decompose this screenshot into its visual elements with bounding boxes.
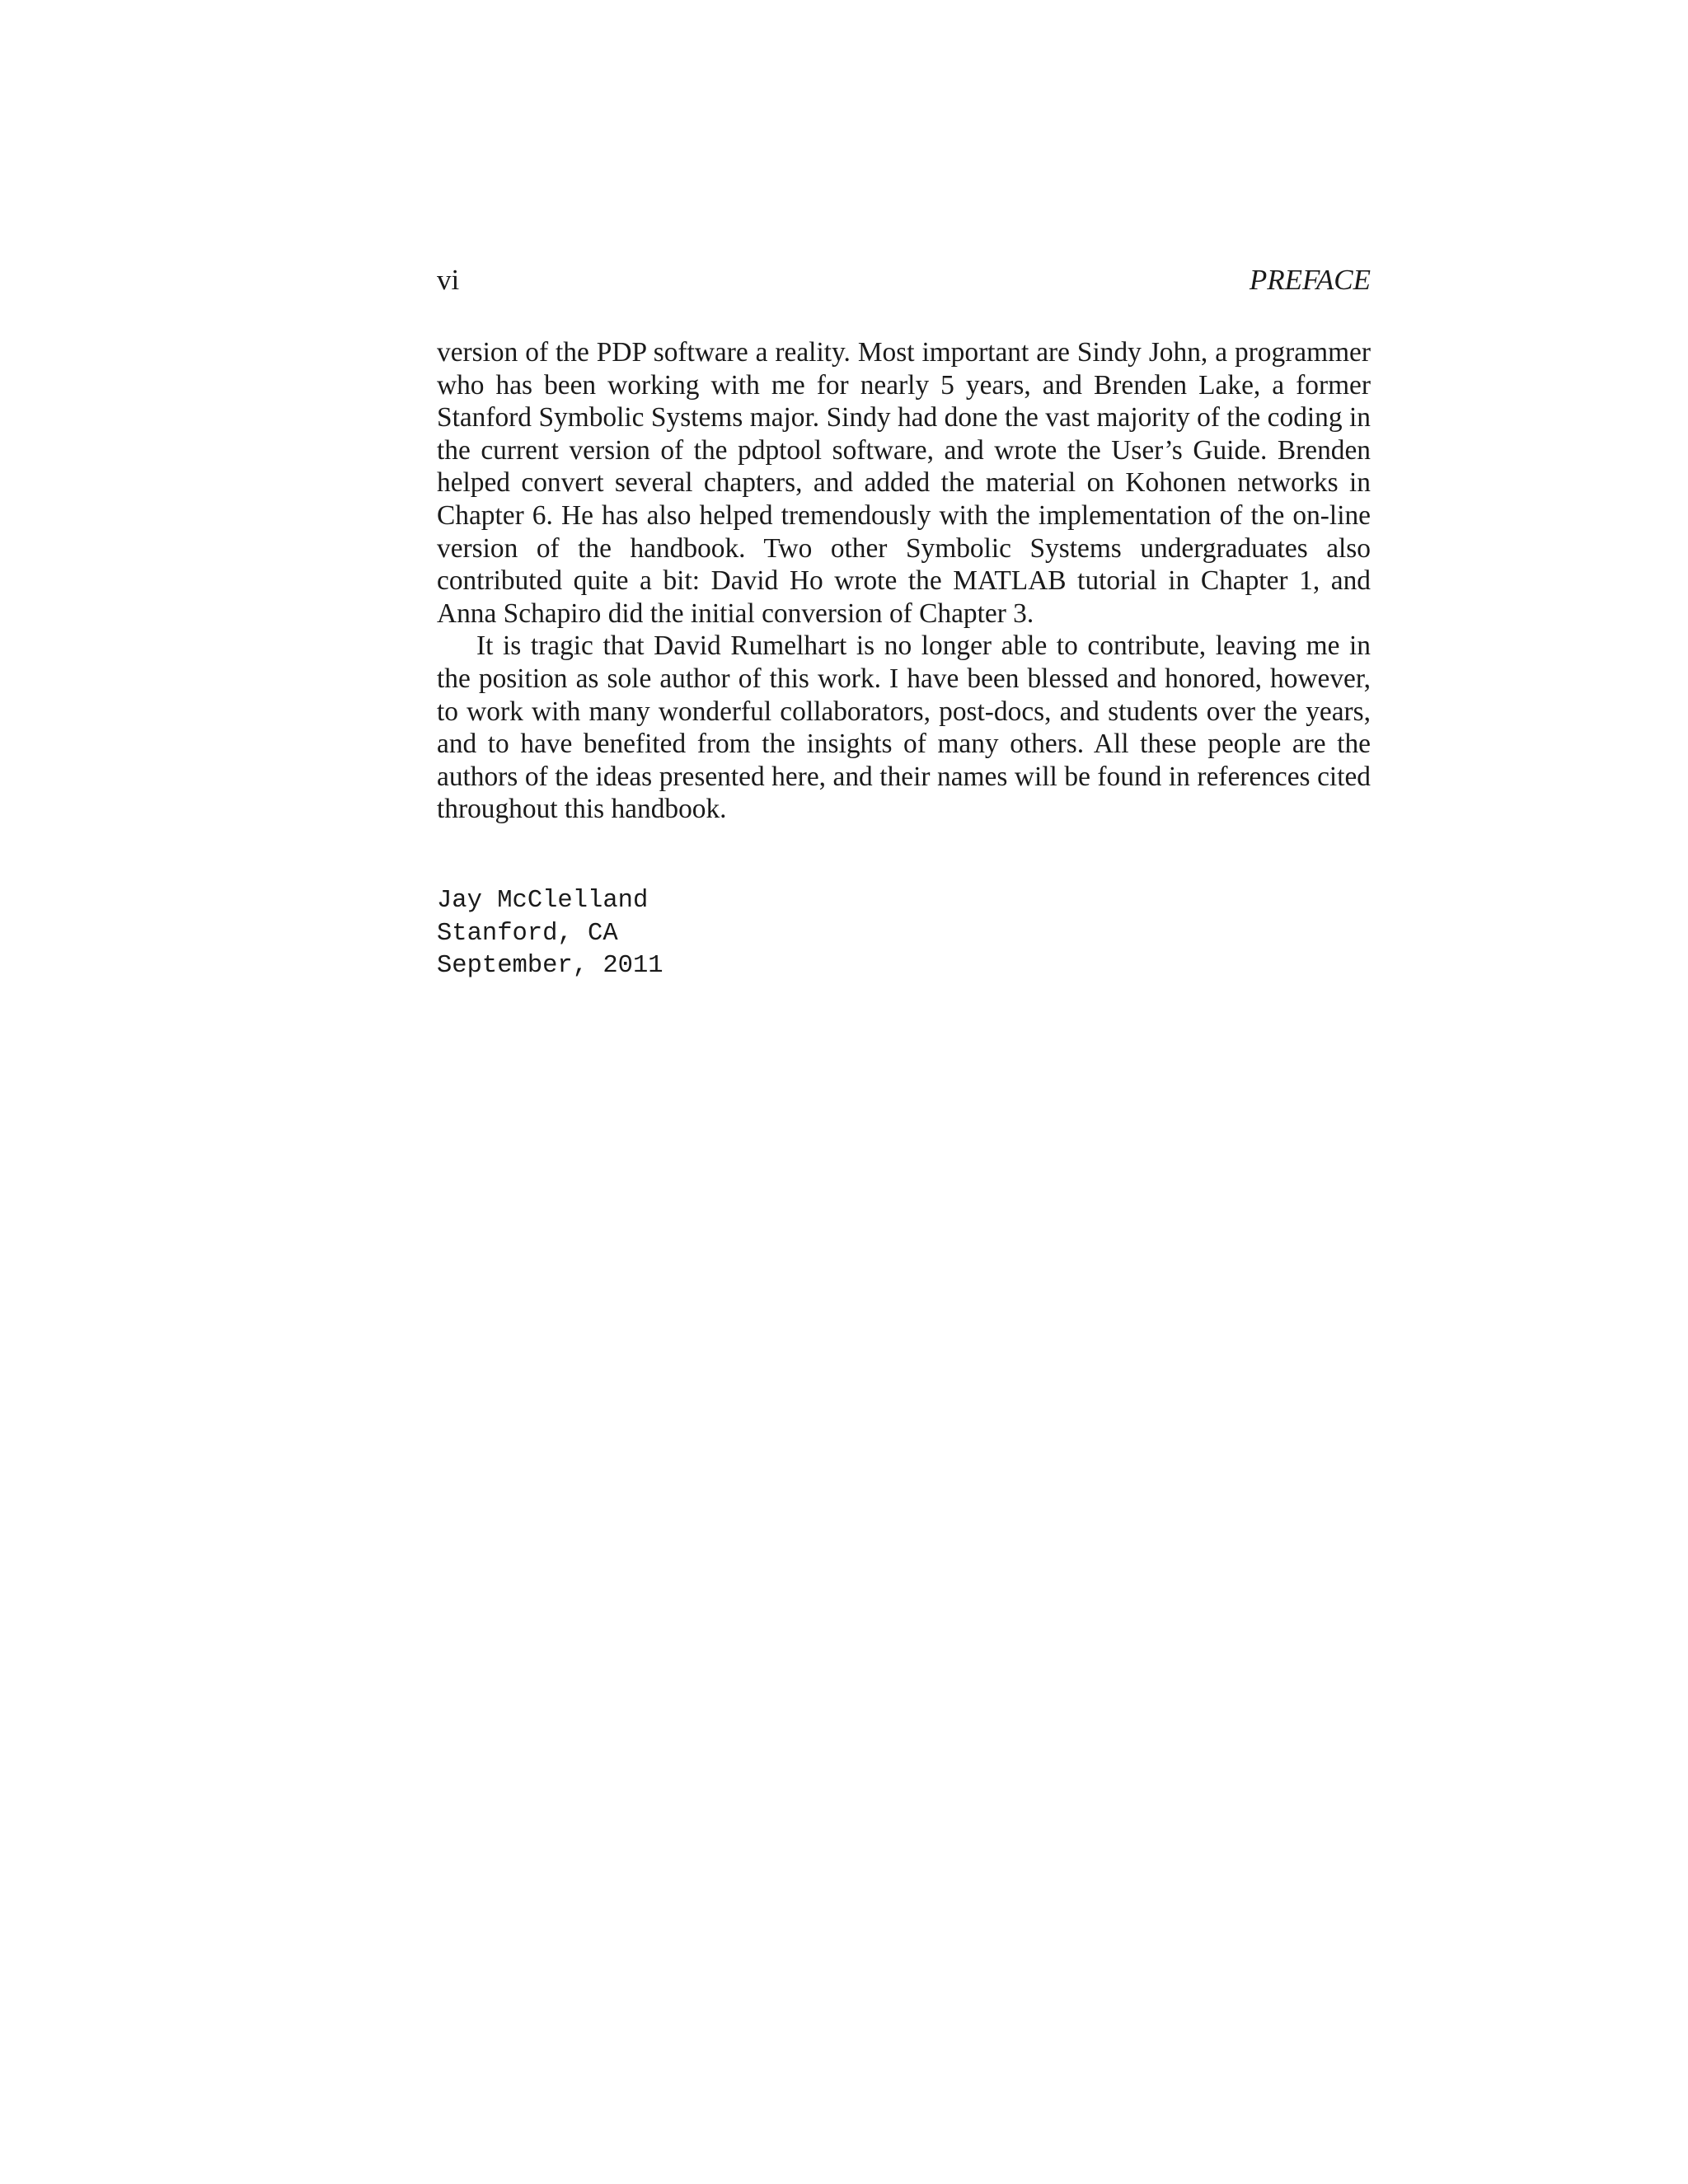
running-head — [437, 260, 1371, 300]
signature-place: Stanford, CA — [437, 919, 618, 948]
signature-block — [437, 885, 1014, 983]
signature-name: Jay McClelland — [437, 887, 649, 915]
running-title: PREFACE — [1249, 264, 1371, 296]
page-number: vi — [437, 264, 460, 296]
body-text — [437, 336, 1371, 826]
paragraph-continuation: version of the PDP software a reality. Most important are Sindy John, a programmer who has been working with me for nearly 5 years, and Brenden Lake, a former Stanford Symbolic Systems major. Sindy had done the vast majority of the coding in the current version of the pdptool software, and wrote the User’s Guide. Brenden helped convert several chapters, and added the material on Kohonen networks in Chapter 6. He has also helped tremendously with the implementation of the on-line version of the handbook. Two other Symbolic Systems undergraduates also contributed quite a bit: David Ho wrote the MATLAB tutorial in Chapter 1, and Anna Schapiro did the initial conversion of Chapter 3. — [437, 337, 1371, 629]
signature-date: September, 2011 — [437, 952, 663, 981]
paragraph-acknowledgement: It is tragic that David Rumelhart is no longer able to contribute, leaving me in the position as sole author of this work. I have been blessed and honored, however, to work with many wonderful collaborators, post-docs, and students over the years, and to have benefited from the insights of many others. All these people are the authors of the ideas presented here, and their names will be found in references cited throughout this handbook. — [437, 630, 1371, 825]
